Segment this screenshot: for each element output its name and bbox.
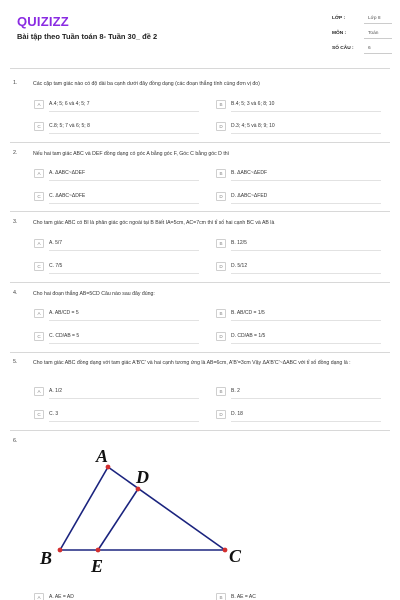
header-divider [10, 68, 390, 69]
option-underline [49, 111, 199, 112]
label-b: B [40, 548, 53, 568]
option-text: A. AE = AD [49, 594, 74, 600]
point-e [96, 548, 101, 553]
meta-subject-value: Toán [368, 31, 379, 36]
option-letter: D [216, 410, 226, 419]
label-d: D [136, 467, 149, 487]
question-divider [10, 211, 390, 212]
question-text: Cho hai đoạn thẳng AB=5CD Câu nào sau đây đúng: [33, 291, 155, 297]
option-letter: C [34, 410, 44, 419]
quizizz-logo: QUIZIZZ [17, 14, 69, 29]
option-text: B. 2 [231, 388, 240, 394]
option-underline [49, 250, 199, 251]
option-letter: B [216, 309, 226, 318]
point-d [136, 487, 141, 492]
option-letter: A [34, 239, 44, 248]
option-underline [231, 343, 381, 344]
meta-class-label: LỚP : [332, 16, 346, 21]
point-b [58, 548, 63, 553]
triangle-diagram [30, 440, 260, 585]
option-text: A. 1/2 [49, 388, 63, 394]
option-text: C. 7/5 [49, 263, 63, 269]
option-letter: A [34, 169, 44, 178]
option-underline [49, 421, 199, 422]
option-letter: A [34, 100, 44, 109]
option-letter: B [216, 239, 226, 248]
option-underline [231, 320, 381, 321]
option-letter: A [34, 387, 44, 396]
option-text: C. CD/AB = 5 [49, 333, 80, 339]
option-text: C.8; 5; 7 và 6; 5; 8 [49, 123, 90, 129]
meta-class-value: Lớp 8 [368, 16, 381, 21]
option-letter: C [34, 262, 44, 271]
option-letter: D [216, 122, 226, 131]
option-letter: D [216, 332, 226, 341]
label-a: A [96, 446, 109, 466]
option-text: B. AB/CD = 1/5 [231, 310, 265, 316]
option-letter: B [216, 169, 226, 178]
option-letter: B [216, 100, 226, 109]
option-underline [231, 398, 381, 399]
option-underline [231, 111, 381, 112]
option-underline [231, 273, 381, 274]
option-text: B.4; 5; 3 và 6; 8; 10 [231, 101, 275, 107]
segment-ab [60, 467, 108, 550]
option-letter: B [216, 387, 226, 396]
segment-de [98, 489, 138, 550]
question-text: Các cặp tam giác nào có độ dài ba cạnh dưới đây đồng dạng (các đoạn thẳng tính cùng đơn vị đo) [33, 81, 260, 87]
option-letter: A [34, 309, 44, 318]
option-text: D.3; 4; 5 và 8; 9; 10 [231, 123, 275, 129]
point-c [223, 548, 228, 553]
option-text: B. AE = AC [231, 594, 256, 600]
meta-count-label: SỐ CÂU : [332, 46, 354, 51]
option-underline [231, 133, 381, 134]
option-underline [49, 343, 199, 344]
question-number: 6. [13, 438, 18, 444]
option-letter: A [34, 593, 44, 600]
question-text: Cho tam giác ABC có BI là phân giác góc ngoài tại B Biết IA=5cm, AC=7cm thì tỉ số hai cạnh BC và AB là [33, 220, 275, 226]
option-letter: D [216, 192, 226, 201]
option-underline [49, 203, 199, 204]
option-underline [231, 203, 381, 204]
meta-underline [364, 23, 392, 24]
question-number: 3. [13, 219, 18, 225]
meta-underline [364, 53, 392, 54]
question-number: 1. [13, 80, 18, 86]
option-letter: D [216, 262, 226, 271]
option-text: C. ΔABC~ΔDFE [49, 193, 86, 199]
option-text: A. AB/CD = 5 [49, 310, 79, 316]
option-text: B. 12/5 [231, 240, 247, 246]
meta-subject-label: MÔN : [332, 31, 347, 36]
option-text: D. 18 [231, 411, 243, 417]
meta-count-value: 6 [368, 46, 371, 51]
option-text: C. 3 [49, 411, 59, 417]
option-underline [231, 180, 381, 181]
option-letter: B [216, 593, 226, 600]
option-underline [231, 250, 381, 251]
option-letter: C [34, 332, 44, 341]
label-e: E [91, 556, 104, 576]
option-letter: C [34, 122, 44, 131]
option-text: D. CD/AB = 1/5 [231, 333, 266, 339]
option-text: A.4; 5; 6 và 4; 5; 7 [49, 101, 90, 107]
option-text: B. ΔABC~ΔEDF [231, 170, 267, 176]
worksheet-header [0, 0, 400, 66]
option-text: A. 5/7 [49, 240, 63, 246]
option-underline [49, 320, 199, 321]
question-divider [10, 430, 390, 431]
option-letter: C [34, 192, 44, 201]
question-divider [10, 282, 390, 283]
option-text: D. 5/12 [231, 263, 248, 269]
question-number: 4. [13, 290, 18, 296]
question-text: Cho tam giác ABC đồng dạng với tam giác A'B'C' và hai cạnh tương ứng là AB=6cm, A'B'=3cm Vậy ΔA'B'C'~ΔABC với tỉ số đồng dạng là : [33, 360, 351, 366]
meta-underline [364, 38, 392, 39]
option-text: A. ΔABC~ΔDEF [49, 170, 85, 176]
option-underline [49, 273, 199, 274]
option-underline [49, 180, 199, 181]
question-divider [10, 352, 390, 353]
option-underline [49, 398, 199, 399]
option-underline [231, 421, 381, 422]
question-text: Nếu hai tam giác ABC và DEF đồng dạng có góc A bằng góc F, Góc C bằng góc D thì [33, 151, 230, 157]
option-underline [49, 133, 199, 134]
worksheet-title: Bài tập theo Tuần toán 8- Tuần 30_ đề 2 [17, 32, 158, 41]
question-number: 5. [13, 359, 18, 365]
option-text: D. ΔABC~ΔFED [231, 193, 268, 199]
label-c: C [229, 546, 242, 566]
question-number: 2. [13, 150, 18, 156]
question-divider [10, 142, 390, 143]
